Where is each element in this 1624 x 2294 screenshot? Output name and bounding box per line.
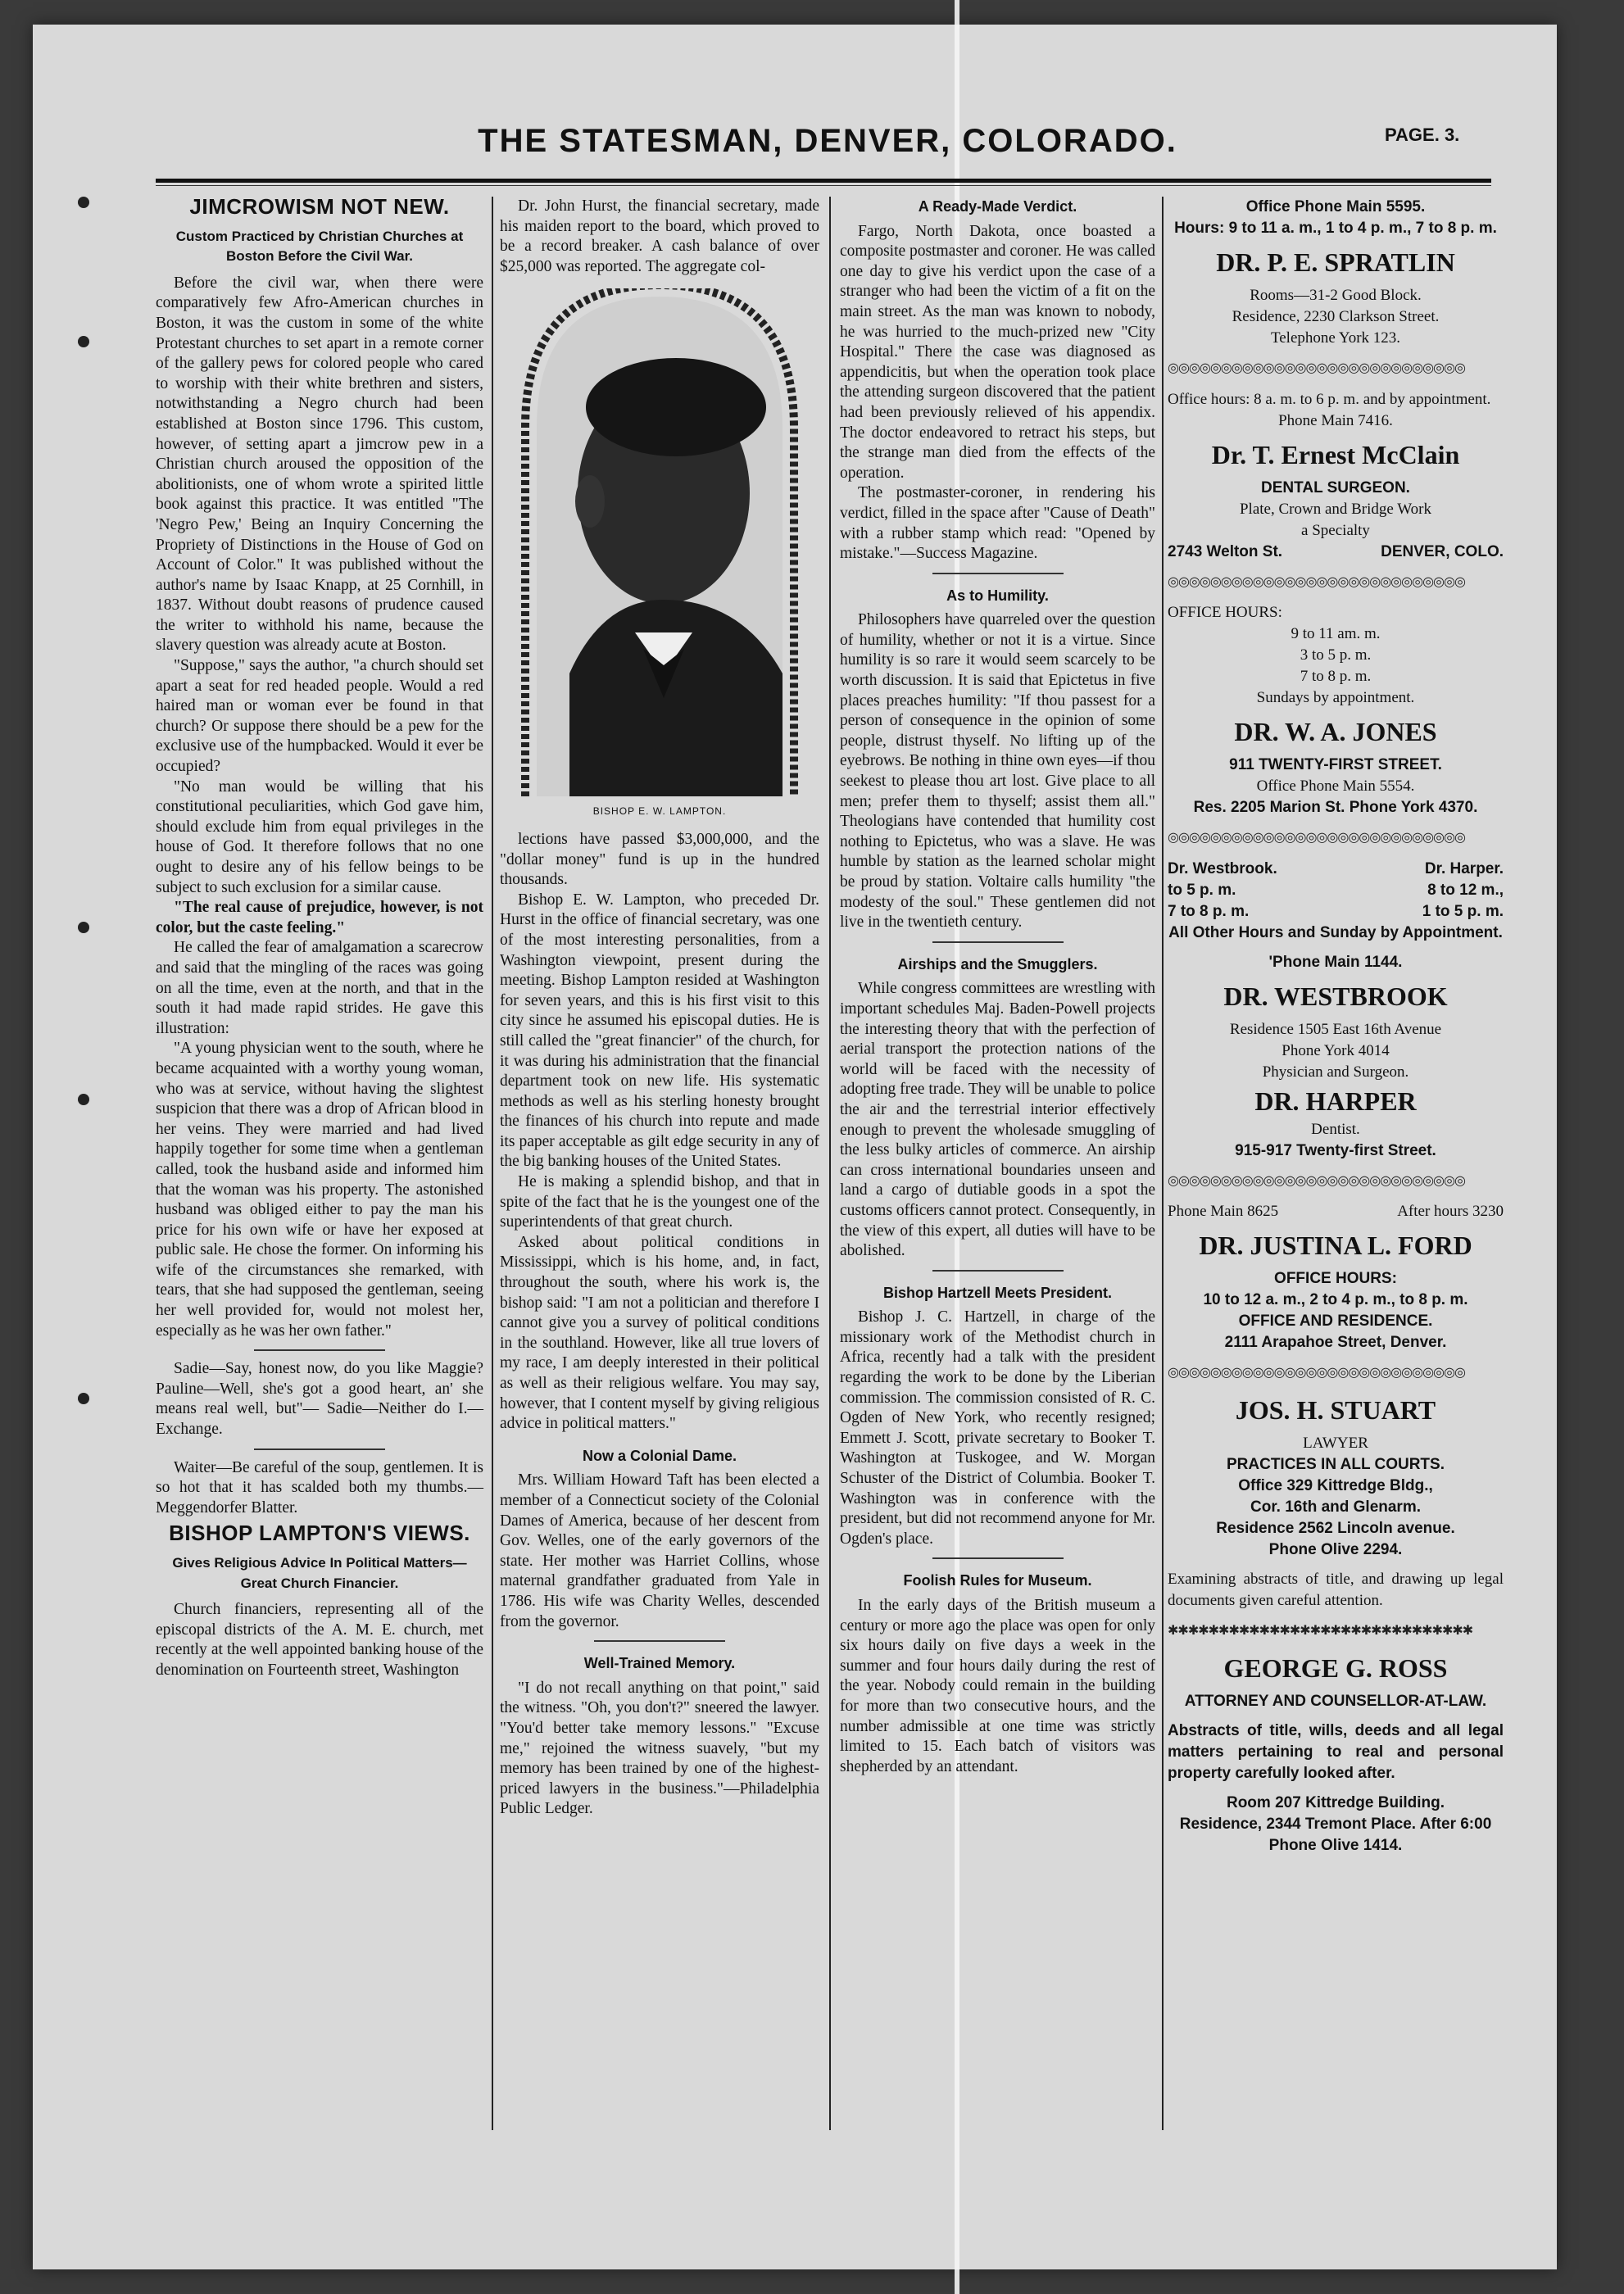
article-paragraph: He called the fear of amalgamation a scarecrow and said that the mingling of the races was going on all the time, even at the north, and that in the south it had made rapid strides. He gave this illustration: <box>156 939 483 1037</box>
article-paragraph: Fargo, North Dakota, once boasted a composite postmaster and coroner. He was called one day to give his verdict upon the case of a stranger who had been the victim of a fit on the main street. As the man was known to nobody, he was hurried to the much-prized new "City Hospital." There the case was diagnosed as appendicitis, but when the operation took place the attending surgeon discovered that the patient had been previously relieved of his appendix. The doctor endeavored to retract his steps, but the strange man died from the effects of the operation. <box>840 222 1156 482</box>
masthead: THE STATESMAN, DENVER, COLORADO. <box>478 123 1177 159</box>
ad-address: 2743 Welton St. <box>1168 542 1283 560</box>
ad-hours-line: 7 to 8 p. m. <box>1300 668 1372 686</box>
article-headline: Bishop Hartzell Meets President. <box>882 1284 1113 1301</box>
ad-address: Rooms—31-2 Good Block. <box>1250 287 1422 304</box>
ad-title: Physician and Surgeon. <box>1262 1063 1409 1081</box>
ad-title: ATTORNEY AND COUNSELLOR-AT-LAW. <box>1184 1692 1487 1710</box>
column-divider <box>1162 197 1164 2130</box>
ornament-divider: ✱✱✱✱✱✱✱✱✱✱✱✱✱✱✱✱✱✱✱✱✱✱✱✱✱✱✱✱✱✱ <box>1168 1623 1473 1638</box>
ad-office: Room 207 Kittredge Building. <box>1226 1793 1445 1811</box>
ad-corner: Cor. 16th and Glenarm. <box>1250 1498 1421 1516</box>
separator <box>254 1448 385 1450</box>
ad-title: Dentist. <box>1311 1120 1360 1138</box>
column-4-directory <box>1168 197 1504 1857</box>
binding-hole <box>78 1094 89 1105</box>
separator <box>932 573 1064 574</box>
article-paragraph: The postmaster-coroner, in rendering his verdict, filled in the space after "Cause of Death" with a rubber stamp which read: "Opened by mistake."—Success Magazine. <box>840 484 1155 563</box>
article-subheadline: Gives Religious Advice In Political Matters—Great Church Financier. <box>172 1555 467 1591</box>
ad-hours: Hours: 9 to 11 a. m., 1 to 4 p. m., 7 to 8 p. m. <box>1174 220 1497 237</box>
ad-stuart <box>1168 1394 1504 1612</box>
ad-description: Examining abstracts of title, and drawing up legal documents given careful attention. <box>1168 1570 1504 1609</box>
portrait-caption: BISHOP E. W. LAMPTON. <box>592 805 727 818</box>
ad-city: DENVER, COLO. <box>1381 542 1504 560</box>
ad-jones <box>1168 602 1504 818</box>
ad-phone: Phone Main 7416. <box>1278 411 1393 429</box>
ad-residence: Residence 1505 East 16th Avenue <box>1229 1020 1442 1038</box>
ad-hours-label: OFFICE HOURS: <box>1168 604 1282 622</box>
separator <box>932 1557 1064 1559</box>
article-headline: Now a Colonial Dame. <box>582 1447 737 1464</box>
ad-hours-line: 7 to 8 p. m. <box>1168 902 1250 920</box>
binding-hole <box>78 922 89 933</box>
ad-name: DR. HARPER <box>1254 1086 1417 1116</box>
article-paragraph: "Suppose," says the author, "a church should set apart a seat for red headed people. Would a red haired man or woman ever be found in that church? Or suppose there should be a pew for the exclusive use of the humpbacked. Would it ever be occupied? <box>156 657 483 776</box>
ad-westbrook-harper <box>1168 859 1504 1162</box>
article-headline: Foolish Rules for Museum. <box>903 1572 1092 1589</box>
ad-title: LAWYER <box>1303 1434 1368 1452</box>
article-paragraph: Asked about political conditions in Mississippi, which is his home, and, in fact, throughout the south, where his work is, the bishop said: "I am not a politician and therefore I cannot give you a survey of political conditions in the southland. However, like all true lovers of my race, I am deeply interested in their political as well as their religious welfare. You may say, however, that I content myself by giving religious advice in political matters." <box>500 1233 819 1433</box>
masthead-rule <box>156 179 1491 183</box>
ad-spratlin <box>1168 197 1504 349</box>
article-paragraph: Bishop J. C. Hartzell, in charge of the missionary work of the Methodist church in Africa, recently had a talk with the president regarding the work to be done by the Liberian commission. The commission consisted of R. C. Ogden of New York, who recently resigned; Emmett J. Scott, private secretary to Booker T. Washington at Tuskogee, and W. Morgan Schuster of the District of Columbia. Booker T. Washington was in conference with the president, but did not recommend anyone for Mr. Ogden's place. <box>840 1308 1155 1548</box>
ad-hours-line: Sundays by appointment. <box>1256 689 1415 707</box>
portrait-figure <box>512 288 807 822</box>
ad-hours-line: 1 to 5 p. m. <box>1422 902 1504 920</box>
article-paragraph: Before the civil war, when there were comparatively few Afro-American churches in Boston, it was the custom in some of the white Protestant churches to set apart in a remote corner of the gallery pews for colored people who cared to worship with their white brethren and sisters, notwithstanding a Negro church had been established at Boston since 1796. This custom, however, of setting apart a jimcrow pew in a Christian church aroused the opposition of the abolitionists, one of whom wrote a spirited little book against this practice. It was entitled "The 'Negro Pew,' Being an Inquiry Concerning the Propriety of Distinctions in the House of God on Account of Color." It was published without the author's name by Isaac Knapp, at 25 Cornhill, in 1837. Without doubt reasons of prudence caused the writer to withhold his name, because the slavery question was already acute at Boston. <box>156 274 483 655</box>
ad-residence: Res. 2205 Marion St. Phone York 4370. <box>1193 799 1478 817</box>
ad-hours-label: OFFICE HOURS: <box>1274 1270 1397 1288</box>
article-paragraph: "The real cause of prejudice, however, is not color, but the caste feeling." <box>156 899 483 936</box>
ad-address-row <box>1168 542 1504 563</box>
ad-name: DR. P. E. SPRATLIN <box>1216 247 1455 277</box>
ad-office: Office 329 Kittredge Bldg., <box>1238 1476 1433 1494</box>
article-paragraph: While congress committees are wrestling with important schedules Maj. Baden-Powell projects the interesting theory that with the perfection of aerial transport the protection nations of the world will be faced with the necessity of adopting free trade. They will be unable to police the air and the terrestrial interior effectively enough to prevent the wholesade smuggling of the less bulky articles of commerce. An airship can cross international boundaries unseen and land a cargo of dutiable goods in a spot the customs officers cannot protect. Consequently, in the view of this expert, all duties will have to be abolished. <box>840 980 1155 1260</box>
ad-description: Abstracts of title, wills, deeds and all legal matters pertaining to real and personal property carefully looked after. <box>1168 1721 1504 1782</box>
ornament-divider: ◎◎◎◎◎◎◎◎◎◎◎◎◎◎◎◎◎◎◎◎◎◎◎◎◎◎◎◎ <box>1168 574 1465 589</box>
article-headline: A Ready-Made Verdict. <box>918 198 1077 215</box>
ad-phone: Office Phone Main 5554. <box>1256 778 1415 796</box>
ornament-divider: ◎◎◎◎◎◎◎◎◎◎◎◎◎◎◎◎◎◎◎◎◎◎◎◎◎◎◎◎ <box>1168 361 1465 375</box>
article-headline: JIMCROWISM NOT NEW. <box>189 194 450 219</box>
ad-residence: Residence, 2344 Tremont Place. After 6:00 Phone Olive 1414. <box>1179 1815 1492 1854</box>
ad-phone-row <box>1168 1201 1504 1222</box>
ad-other-hours: All Other Hours and Sunday by Appointment. <box>1168 923 1503 941</box>
ad-hours-line: 8 to 12 m., <box>1427 881 1504 899</box>
binding-hole <box>78 197 89 208</box>
article-paragraph: Church financiers, representing all of the episcopal districts of the A. M. E. church, met recently at the well appointed banking house of the denomination on Fourteenth street, Washington <box>156 1601 483 1679</box>
separator <box>932 1270 1064 1272</box>
column-divider <box>492 197 493 2130</box>
ad-hours-row <box>1168 901 1504 923</box>
column-2 <box>500 197 819 1820</box>
article-paragraph: Philosophers have quarreled over the question of humility, whether or not it is a virtue. Since humility is so rare it would seem scarcely to be worth discussion. It is said that Epictetus in five places preaches humility: "If thou passest for a person of consequence in the opinion of some people, distrust thyself. No lifting up of the eyebrows. Be nothing in thine own eyes—if thou seekest to please thou art lost. Give place to all men; prefer them to thyself; assist them all." Theologians have contended that humility cost nothing to Epictetus, who was a slave. He was humble by station as the learned scholar might be proud by station. Voltaire calls humility "the modesty of the soul." These gentlemen did not live in the twentieth century. <box>840 611 1155 932</box>
article-paragraph: Mrs. William Howard Taft has been elected a member of a Connecticut society of the Colonial Dames of America, because of her descent from Gov. Welles, one of the early governors of the state. Her mother was Harriet Collins, whose maternal grandfather graduated from Yale in 1786. His wife was Charity Welles, descended from the governor. <box>500 1471 819 1630</box>
ad-name: DR. W. A. JONES <box>1234 717 1437 747</box>
separator <box>594 1640 725 1642</box>
ad-practice: PRACTICES IN ALL COURTS. <box>1226 1455 1445 1473</box>
article-subheadline: Custom Practiced by Christian Churches at Boston Before the Civil War. <box>175 228 464 265</box>
ad-office: OFFICE AND RESIDENCE. <box>1238 1312 1433 1331</box>
article-paragraph: "I do not recall anything on that point," said the witness. "Oh, you don't?" sneered the lawyer. "You'd better take memory lessons." "Excuse me," rejoined the witness suavely, "but my memory has been trained by one of the highest-priced lawyers in the business."—Philadelphia Public Ledger. <box>500 1679 819 1818</box>
article-paragraph: Dr. John Hurst, the financial secretary, made his maiden report to the board, which proved to be a record breaker. A cash balance of over $25,000 was reported. The aggregate col- <box>500 197 819 275</box>
separator <box>932 941 1064 943</box>
article-paragraph: "A young physician went to the south, where he became acquainted with a worthy young woman, who was at service, without having the slightest suspicion that there was a drop of African blood in her veins. They were married and had lived happily together for some time when a gentleman called, took the husband aside and informed him that the woman was his property. The astonished husband was obliged either to pay the man his price for his own wife or have her exposed at public sale. He chose the former. On informing his wife of the circumstances she remarked, with tears, that she had supposed the gentleman, seeing her well provided for, would not molest her, especially as he was her own father." <box>156 1040 483 1340</box>
ad-name: JOS. H. STUART <box>1235 1394 1436 1425</box>
ad-address: 2111 Arapahoe Street, Denver. <box>1224 1334 1447 1352</box>
ad-hours-line: 3 to 5 p. m. <box>1300 646 1372 664</box>
ad-doctor-label: Dr. Westbrook. <box>1168 859 1277 877</box>
joke-paragraph: Waiter—Be careful of the soup, gentlemen. It is so hot that it has scalded both my thumbs.—Meggendorfer Blatter. <box>156 1458 483 1516</box>
column-1 <box>156 194 483 1681</box>
article-headline: BISHOP LAMPTON'S VIEWS. <box>169 1521 470 1546</box>
ad-ford <box>1168 1201 1504 1353</box>
ad-phone: 'Phone Main 1144. <box>1268 953 1403 971</box>
page-number: PAGE. 3. <box>1385 125 1460 145</box>
ad-title: DENTAL SURGEON. <box>1261 478 1410 496</box>
article-paragraph: lections have passed $3,000,000, and the "dollar money" fund is up in the hundred thousands. <box>500 830 819 889</box>
ad-hours-line: to 5 p. m. <box>1168 881 1236 899</box>
article-headline: Airships and the Smugglers. <box>897 955 1098 972</box>
article-paragraph: "No man would be willing that his constitutional peculiarities, which God gave him, should exclude him from equal privileges in the house of God. It therefore follows that no one ought to desire any of his fellow beings to be subject to such exclusion for a similar cause. <box>156 778 483 896</box>
ad-hours-line: 9 to 11 am. m. <box>1291 625 1381 643</box>
ad-specialty: a Specialty <box>1301 521 1370 539</box>
ad-hours: Office hours: 8 a. m. to 6 p. m. and by appointment. <box>1168 390 1491 408</box>
ad-address: 915-917 Twenty-first Street. <box>1235 1141 1436 1159</box>
ad-services: Plate, Crown and Bridge Work <box>1239 500 1431 518</box>
ad-hours-row <box>1168 880 1504 901</box>
binding-hole <box>78 1393 89 1404</box>
ad-residence: Residence 2562 Lincoln avenue. <box>1216 1519 1455 1537</box>
ad-telephone: Telephone York 123. <box>1270 329 1401 347</box>
ad-address: 911 TWENTY-FIRST STREET. <box>1229 756 1442 774</box>
ad-hours: 10 to 12 a. m., 2 to 4 p. m., to 8 p. m. <box>1203 1291 1468 1309</box>
ad-name: DR. WESTBROOK <box>1223 981 1448 1011</box>
article-paragraph: In the early days of the British museum a century or more ago the place was open for only six hours daily on five days a week in the summer and four hours daily during the rest of the year. Nobody could remain in the building for more than two consecutive hours, and the number admissible at one time was strictly limited to 15. Each batch of visitors was shepherded by an attendant. <box>840 1597 1155 1775</box>
binding-hole <box>78 336 89 347</box>
ad-mcclain <box>1168 389 1504 563</box>
article-paragraph: Bishop E. W. Lampton, who preceded Dr. Hurst in the office of financial secretary, was one of the most interesting personalities, from a Washington viewpoint, present during the meeting. Bishop Lampton resided at Washington for seven years, and this is his first visit to this city since he assumed his episcopal duties. He is still called the "great financier" of the church, for it was during his administration that the financial department took on new life. His systematic methods as well as his sterling honesty brought the finances of his church into repute and made its paper acceptable as gilt edge security in any of the big banking houses of the United States. <box>500 891 819 1171</box>
ad-ross <box>1168 1652 1504 1857</box>
column-3 <box>840 197 1155 1777</box>
ad-name: DR. JUSTINA L. FORD <box>1199 1231 1472 1261</box>
article-paragraph: He is making a splendid bishop, and that in spite of the fact that he is the youngest one of the superintendents of that great church. <box>500 1173 819 1231</box>
ad-phone: Phone York 4014 <box>1282 1041 1390 1059</box>
ad-phone: Office Phone Main 5595. <box>1245 198 1426 215</box>
separator <box>254 1349 385 1351</box>
joke-paragraph: Sadie—Say, honest now, do you like Maggie? Pauline—Well, she's got a good heart, an' she means real well, but"— Sadie—Neither do I.—Exchange. <box>156 1360 483 1439</box>
ad-doctor-label: Dr. Harper. <box>1424 859 1504 877</box>
bishop-portrait-image <box>520 288 799 796</box>
column-divider <box>829 197 831 2130</box>
article-headline: Well-Trained Memory. <box>583 1655 736 1672</box>
ornament-divider: ◎◎◎◎◎◎◎◎◎◎◎◎◎◎◎◎◎◎◎◎◎◎◎◎◎◎◎◎ <box>1168 1173 1465 1188</box>
ad-phone-after: After hours 3230 <box>1397 1203 1504 1221</box>
ad-name: Dr. T. Ernest McClain <box>1211 439 1460 469</box>
article-headline: As to Humility. <box>946 587 1049 604</box>
ornament-divider: ◎◎◎◎◎◎◎◎◎◎◎◎◎◎◎◎◎◎◎◎◎◎◎◎◎◎◎◎ <box>1168 1366 1465 1380</box>
ad-residence: Residence, 2230 Clarkson Street. <box>1232 308 1440 325</box>
ad-phone: Phone Olive 2294. <box>1268 1540 1403 1558</box>
ad-name: GEORGE G. ROSS <box>1223 1652 1448 1683</box>
ornament-divider: ◎◎◎◎◎◎◎◎◎◎◎◎◎◎◎◎◎◎◎◎◎◎◎◎◎◎◎◎ <box>1168 831 1465 846</box>
masthead-rule-thin <box>156 185 1491 186</box>
ad-hours-row <box>1168 859 1504 880</box>
ad-phone: Phone Main 8625 <box>1168 1203 1279 1221</box>
